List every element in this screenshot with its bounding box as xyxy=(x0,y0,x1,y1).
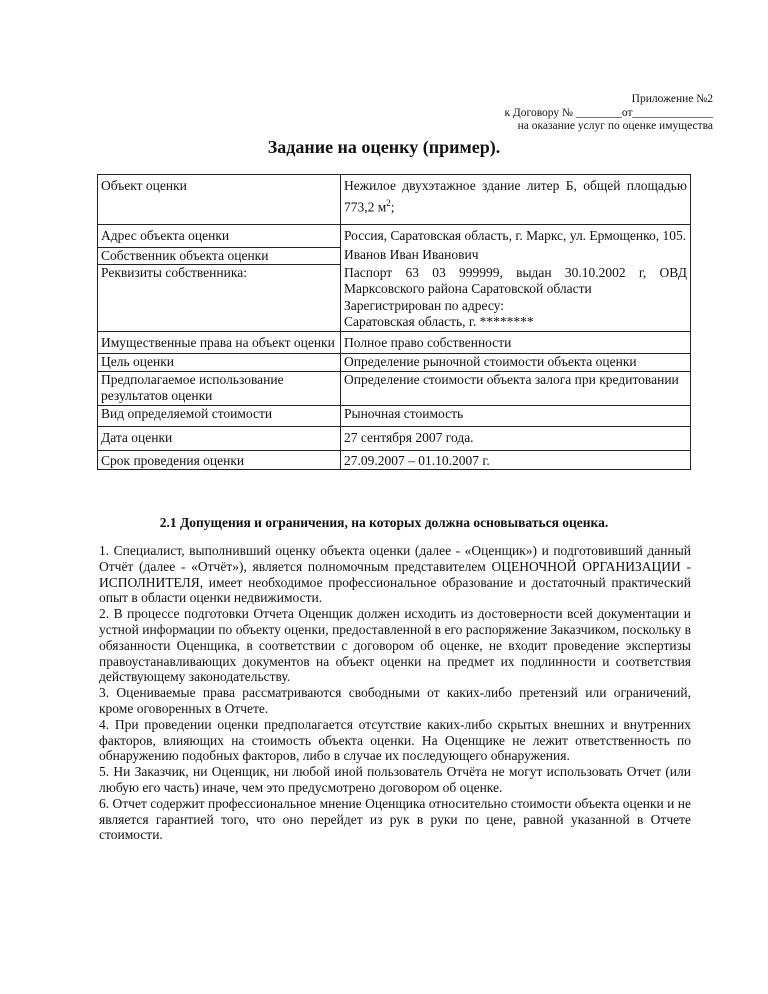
table-row xyxy=(98,426,691,450)
paragraph-1: 1. Специалист, выполнивший оценку объекта оценки (далее - «Оценщик») и подготовивший данный Отчёт (далее - «Отчёт»), является полномочным представителем ОЦЕНОЧНОЙ ОРГАНИЗАЦИИ - ИСПОЛНИТЕЛЯ, имеет необходимое профессиональное образование и достаточный практический опыт в области оценки недвижимости. xyxy=(99,543,691,606)
type-value: Рыночная стоимость xyxy=(341,405,691,426)
paragraph-6: 6. Отчет содержит профессиональное мнение Оценщика относительно стоимости объекта оценки и не является гарантией того, что оно перейдет из рук в руки по цене, равной указанной в Отчете стоимости. xyxy=(99,795,691,843)
contract-subject: на оказание услуг по оценке имущества xyxy=(517,120,713,132)
object-label: Объект оценки xyxy=(98,175,341,225)
appendix-number: Приложение №2 xyxy=(631,93,713,105)
date-label: Дата оценки xyxy=(98,426,341,450)
requisites-label: Реквизиты собственника: xyxy=(98,265,341,332)
paragraph-4: 4. При проведении оценки предполагается отсутствие каких-либо скрытых внешних и внутренних факторов, влияющих на стоимость объекта оценки. На Оценщике не лежит ответственность по обнаружению подобных факторов, либо в случае их последующего обнаружения. xyxy=(99,716,691,764)
usage-value: Определение стоимости объекта залога при кредитовании xyxy=(341,371,691,405)
paragraph-3: 3. Оцениваемые права рассматриваются свободными от каких-либо претензий или ограничений, кроме оговоренных в Отчете. xyxy=(99,685,691,716)
table-row xyxy=(98,354,691,372)
object-value-text: Нежилое двухэтажное здание литер Б, общей площадью 773,2 м xyxy=(344,178,687,214)
goal-label: Цель оценки xyxy=(98,354,341,372)
object-value-tail: ; xyxy=(390,199,395,214)
assumptions-text xyxy=(99,543,691,843)
table-row xyxy=(98,175,691,225)
table-row xyxy=(98,371,691,405)
term-value: 27.09.2007 – 01.10.2007 г. xyxy=(341,450,691,470)
date-value: 27 сентября 2007 года. xyxy=(341,426,691,450)
table-row xyxy=(98,225,691,248)
assessment-table xyxy=(97,174,691,470)
address-value: Россия, Саратовская область, г. Маркс, ул. Ермощенко, 105. xyxy=(341,225,691,248)
contract-reference: к Договору № ________от______________ xyxy=(504,106,713,119)
usage-label: Предполагаемое использование результатов оценки xyxy=(98,371,341,405)
page-title: Задание на оценку (пример). xyxy=(267,137,501,157)
table-row xyxy=(98,450,691,470)
rights-value: Полное право собственности xyxy=(341,331,691,354)
requisites-region: Саратовская область, г. ******** xyxy=(344,314,534,329)
goal-value: Определение рыночной стоимости объекта оценки xyxy=(341,354,691,372)
object-value xyxy=(341,175,691,225)
table-row xyxy=(98,331,691,354)
object-value-sup: 2 xyxy=(386,197,391,208)
paragraph-5: 5. Ни Заказчик, ни Оценщик, ни любой иной пользователь Отчёта не могут использовать Отчет (или любую его часть) иначе, чем это предусмотрено договором об оценке. xyxy=(99,764,691,795)
requisites-registered: Зарегистрирован по адресу: xyxy=(344,297,505,313)
rights-label: Имущественные права на объект оценки xyxy=(98,331,341,354)
table-row xyxy=(98,265,691,332)
term-label: Срок проведения оценки xyxy=(98,450,341,470)
table-row xyxy=(98,405,691,426)
section-heading: 2.1 Допущения и ограничения, на которых должна основываться оценка. xyxy=(159,515,609,530)
owner-value: Иванов Иван Иванович xyxy=(341,247,691,265)
type-label: Вид определяемой стоимости xyxy=(98,405,341,426)
table-row xyxy=(98,247,691,265)
requisites-value xyxy=(341,265,691,332)
owner-label: Собственник объекта оценки xyxy=(98,247,341,265)
appendix-header xyxy=(504,93,713,134)
address-label: Адрес объекта оценки xyxy=(98,225,341,248)
requisites-passport: Паспорт 63 03 999999, выдан 30.10.2002 г, ОВД Марксовского района Саратовской области xyxy=(344,264,687,296)
paragraph-2: 2. В процессе подготовки Отчета Оценщик должен исходить из достоверности всей документации и устной информации по объекту оценки, предоставленной в его распоряжение Заказчиком, поскольку в обязанности Оценщика, в соответствии с договором об оценке, не входит проведение экспертизы правоустанавливающих документов на объект оценки на предмет их подлинности и соответствия действующему законодательству. xyxy=(99,606,691,685)
